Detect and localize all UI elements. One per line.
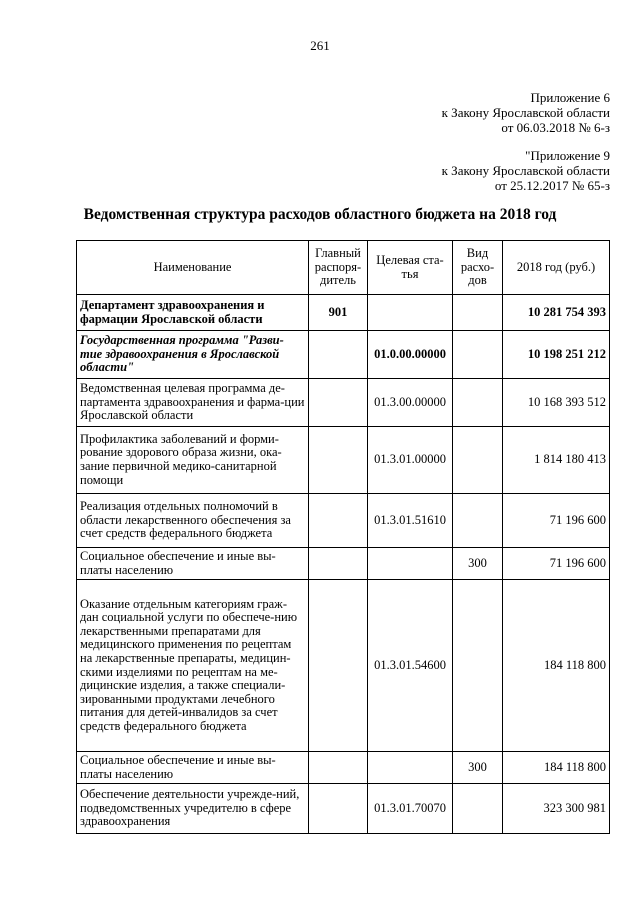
cell-target: 01.3.01.54600 [368,580,453,752]
header-type: Вид расхо-дов [453,241,503,295]
cell-type [453,295,503,331]
appendix-6-line2: к Закону Ярославской области [441,105,610,120]
appendix-6-line3: от 06.03.2018 № 6-з [501,120,610,135]
cell-target: 01.3.00.00000 [368,379,453,427]
table-row [77,295,610,331]
cell-type [453,494,503,548]
cell-target: 01.0.00.00000 [368,331,453,379]
cell-type [453,331,503,379]
table-row [77,427,610,494]
cell-sum: 10 198 251 212 [503,331,610,379]
appendix-6-header [442,90,610,135]
cell-admin [309,548,368,580]
cell-sum: 184 118 800 [503,580,610,752]
cell-target [368,295,453,331]
table-header-row [77,241,610,295]
cell-name: Реализация отдельных полномочий в области лекарственного обеспечения за счет средств федерального бюджета [77,494,309,548]
cell-sum: 323 300 981 [503,784,610,834]
header-sum: 2018 год (руб.) [503,241,610,295]
header-target: Целевая ста-тья [368,241,453,295]
cell-admin [309,379,368,427]
cell-admin [309,331,368,379]
cell-admin [309,752,368,784]
table-row [77,580,610,752]
cell-name: Департамент здравоохранения и фармации Ярославской области [77,295,309,331]
cell-admin [309,494,368,548]
appendix-9-line1: "Приложение 9 [525,148,610,163]
appendix-6-line1: Приложение 6 [530,90,610,105]
cell-name: Ведомственная целевая программа де-партамента здравоохранения и фарма-ции Ярославской области [77,379,309,427]
cell-name: Оказание отдельным категориям граж-дан социальной услуги по обеспече-нию лекарственными препаратами для медицинского применения по рецептам на лекарственные препараты, медицин-скими изделиями по рецептам на ме-дицинские изделия, а также специали-зированными продуктами лечебного питания для детей-инвалидов за счет средств федерального бюджета [77,580,309,752]
cell-target: 01.3.01.51610 [368,494,453,548]
cell-type [453,379,503,427]
cell-name: Социальное обеспечение и иные вы-платы населению [77,548,309,580]
cell-target [368,752,453,784]
table-row [77,331,610,379]
table-row [77,548,610,580]
cell-admin [309,427,368,494]
cell-admin [309,784,368,834]
cell-admin: 901 [309,295,368,331]
table-row [77,379,610,427]
cell-sum: 10 168 393 512 [503,379,610,427]
cell-sum: 71 196 600 [503,548,610,580]
table-row [77,494,610,548]
appendix-9-header [442,148,610,193]
cell-target: 01.3.01.00000 [368,427,453,494]
cell-admin [309,580,368,752]
cell-sum: 71 196 600 [503,494,610,548]
cell-sum: 1 814 180 413 [503,427,610,494]
cell-name: Обеспечение деятельности учрежде-ний, подведомственных учредителю в сфере здравоохранения [77,784,309,834]
cell-target: 01.3.01.70070 [368,784,453,834]
cell-name: Государственная программа "Разви-тие здравоохранения в Ярославской области" [77,331,309,379]
document-title: Ведомственная структура расходов областного бюджета на 2018 год [83,206,557,223]
cell-name: Профилактика заболеваний и форми-рование здорового образа жизни, ока-зание первичной медико-санитарной помощи [77,427,309,494]
cell-target [368,548,453,580]
table-row [77,752,610,784]
cell-type [453,427,503,494]
header-name: Наименование [77,241,309,295]
appendix-9-line2: к Закону Ярославской области [441,163,610,178]
cell-name: Социальное обеспечение и иные вы-платы населению [77,752,309,784]
appendix-9-line3: от 25.12.2017 № 65-з [494,178,610,193]
table-row [77,784,610,834]
cell-sum: 184 118 800 [503,752,610,784]
cell-sum: 10 281 754 393 [503,295,610,331]
page-number: 261 [310,38,330,53]
cell-type [453,580,503,752]
budget-table [76,240,610,834]
cell-type: 300 [453,548,503,580]
cell-type [453,784,503,834]
cell-type: 300 [453,752,503,784]
header-admin: Главный распоря-дитель [309,241,368,295]
